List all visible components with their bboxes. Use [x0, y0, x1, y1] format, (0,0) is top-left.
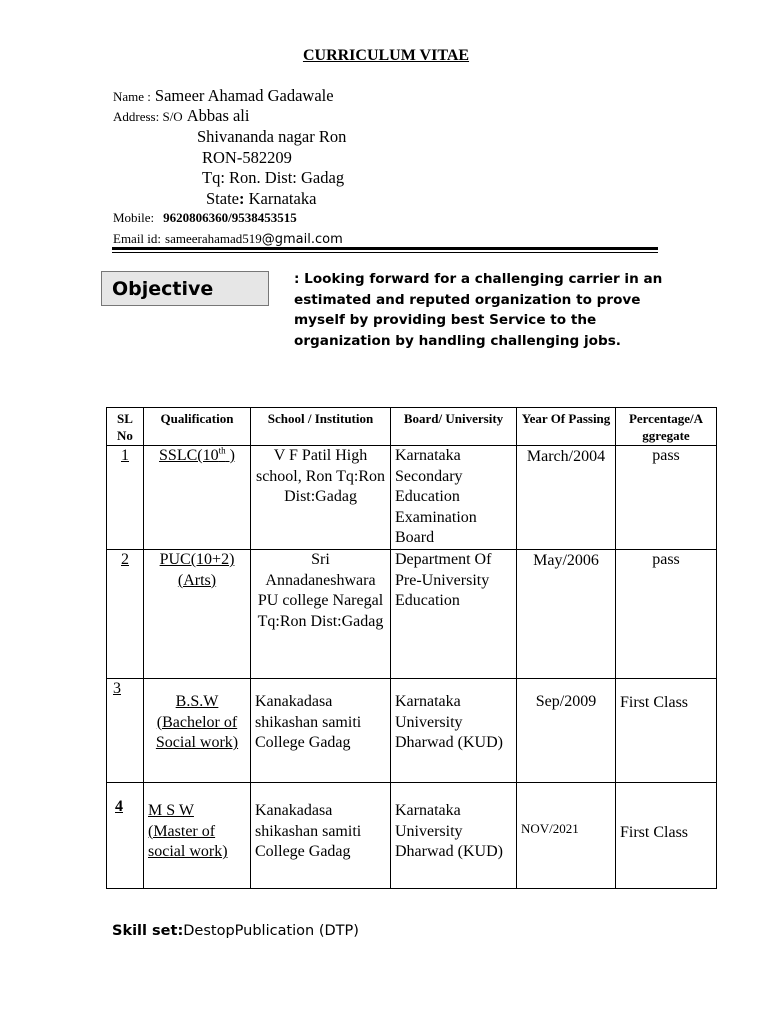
row-sl: 1	[121, 447, 129, 464]
row-result: pass	[616, 446, 717, 550]
row-school: Kanakadasa shikashan samiti College Gadag	[251, 783, 391, 889]
skills-line	[112, 923, 359, 939]
header-sl: SL No	[107, 408, 144, 446]
header-divider-thin	[112, 252, 658, 253]
skills-value: DestopPublication (DTP)	[183, 923, 359, 939]
state-line	[206, 189, 316, 209]
row-year: March/2004	[517, 446, 616, 550]
row-board: Department Of Pre-University Education	[391, 550, 517, 679]
header-divider-thick	[112, 247, 658, 250]
name-label: Name :	[113, 89, 151, 104]
row-year: May/2006	[517, 550, 616, 679]
address-line-4: Tq: Ron. Dist: Gadag	[202, 168, 345, 187]
row-year: Sep/2009	[517, 679, 616, 783]
state-label: State	[206, 189, 239, 208]
mobile-value: 9620806360/9538453515	[163, 210, 297, 225]
email-label: Email id:	[113, 231, 162, 246]
skills-label: Skill set:	[112, 923, 184, 939]
row-board: Karnataka Secondary Education Examination Board	[391, 446, 517, 550]
row-school: V F Patil High school, Ron Tq:Ron Dist:Gadag	[251, 446, 391, 550]
row-sl: 4	[115, 798, 123, 815]
row-result: First Class	[616, 679, 717, 783]
address-line-3: RON-582209	[202, 148, 292, 167]
header-percentage: Percentage/A ggregate	[616, 408, 717, 446]
row-qualification: SSLC(10th )	[159, 445, 235, 464]
objective-heading: Objective	[112, 278, 214, 300]
row-sl: 3	[113, 680, 121, 697]
row-qualification: M S W (Master of social work)	[148, 802, 228, 861]
address-label: Address: S/O	[113, 109, 183, 124]
row-qualification: PUC(10+2) (Arts)	[159, 551, 235, 589]
header-board: Board/ University	[391, 408, 517, 446]
row-school: Sri Annadaneshwara PU college Naregal Tq:Ron Dist:Gadag	[251, 550, 391, 679]
mobile-line	[113, 209, 297, 227]
table-row	[107, 446, 717, 550]
row-result: pass	[616, 550, 717, 679]
state-separator: :	[239, 189, 245, 208]
email-domain: @gmail.com	[261, 232, 343, 247]
objective-text: : Looking forward for a challenging carrier in an estimated and reputed organization to prove myself by providing best Service to the organization by handling challenging jobs.	[294, 271, 663, 349]
table-row	[107, 550, 717, 679]
name-line	[113, 86, 334, 106]
row-qualification: B.S.W (Bachelor of Social work)	[155, 693, 239, 752]
address-line-2: Shivananda nagar Ron	[197, 127, 347, 146]
table-row	[107, 783, 717, 889]
education-table	[106, 407, 717, 889]
document-title: CURRICULUM VITAE	[302, 47, 470, 64]
state-value: Karnataka	[248, 189, 317, 208]
row-board: Karnataka University Dharwad (KUD)	[391, 783, 517, 889]
address-line-1: Abbas ali	[186, 106, 250, 125]
table-row	[107, 679, 717, 783]
header-qualification: Qualification	[144, 408, 251, 446]
address-line	[113, 106, 249, 126]
table-header-row	[107, 408, 717, 446]
row-sl: 2	[121, 551, 129, 568]
row-board: Karnataka University Dharwad (KUD)	[391, 679, 517, 783]
header-school: School / Institution	[251, 408, 391, 446]
name-value: Sameer Ahamad Gadawale	[154, 86, 334, 105]
header-year: Year Of Passing	[517, 408, 616, 446]
row-year: NOV/2021	[517, 783, 616, 889]
email-user: sameerahamad519	[165, 231, 262, 246]
email-line	[113, 230, 343, 248]
objective-heading-box	[101, 271, 269, 306]
row-school: Kanakadasa shikashan samiti College Gadag	[251, 679, 391, 783]
row-result: First Class	[616, 783, 717, 889]
mobile-label: Mobile:	[113, 210, 155, 225]
